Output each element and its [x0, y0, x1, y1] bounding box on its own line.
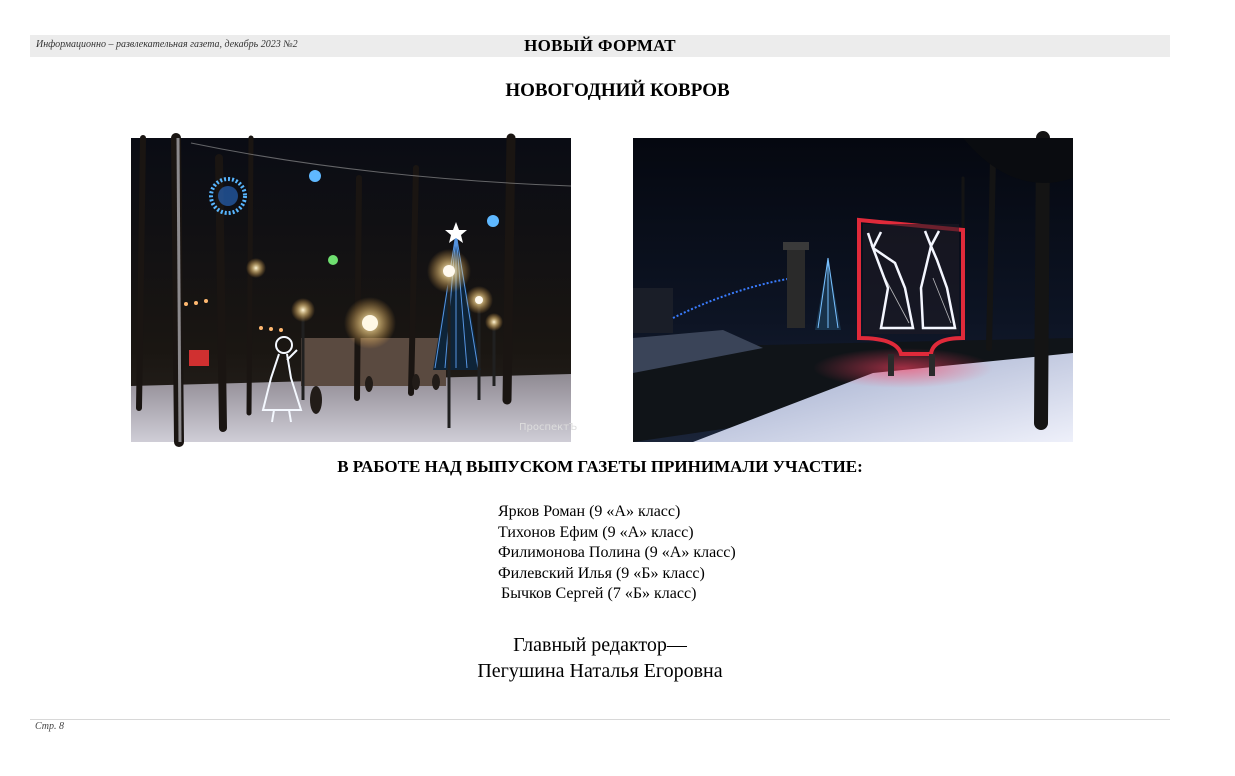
editor-role: Главный редактор—: [513, 634, 687, 656]
participant-item: Филимонова Полина (9 «А» класс): [498, 544, 736, 561]
photo-night-park: [131, 138, 578, 442]
participant-item: Ярков Роман (9 «А» класс): [498, 503, 681, 520]
page-title: НОВОГОДНИЙ КОВРОВ: [505, 80, 730, 101]
editor-name: Пегушина Наталья Егоровна: [477, 660, 723, 682]
newspaper-title: НОВЫЙ ФОРМАТ: [524, 36, 676, 55]
photo-night-park-drawing: [131, 138, 578, 442]
footer-divider: [30, 719, 1170, 720]
photo-hares-installation-drawing: [633, 138, 1073, 442]
participant-item: Тихонов Ефим (9 «А» класс): [498, 523, 694, 541]
page-number: Стр. 8: [35, 721, 65, 732]
newspaper-issue-info: Информационно – развлекательная газета, декабрь 2023 №2: [36, 39, 298, 50]
editor-block: [0, 632, 1200, 684]
photo-hares-installation: [633, 138, 1073, 442]
photo-watermark: ПроспектЪ: [519, 422, 578, 433]
participant-item: Бычков Сергей (7 «Б» класс): [501, 585, 697, 602]
participants-list: [498, 502, 736, 605]
participant-item: Филевский Илья (9 «Б» класс): [498, 564, 705, 582]
header-bar: [30, 35, 1170, 57]
section-title-contributors: В РАБОТЕ НАД ВЫПУСКОМ ГАЗЕТЫ ПРИНИМАЛИ УЧАСТИЕ:: [337, 457, 863, 476]
